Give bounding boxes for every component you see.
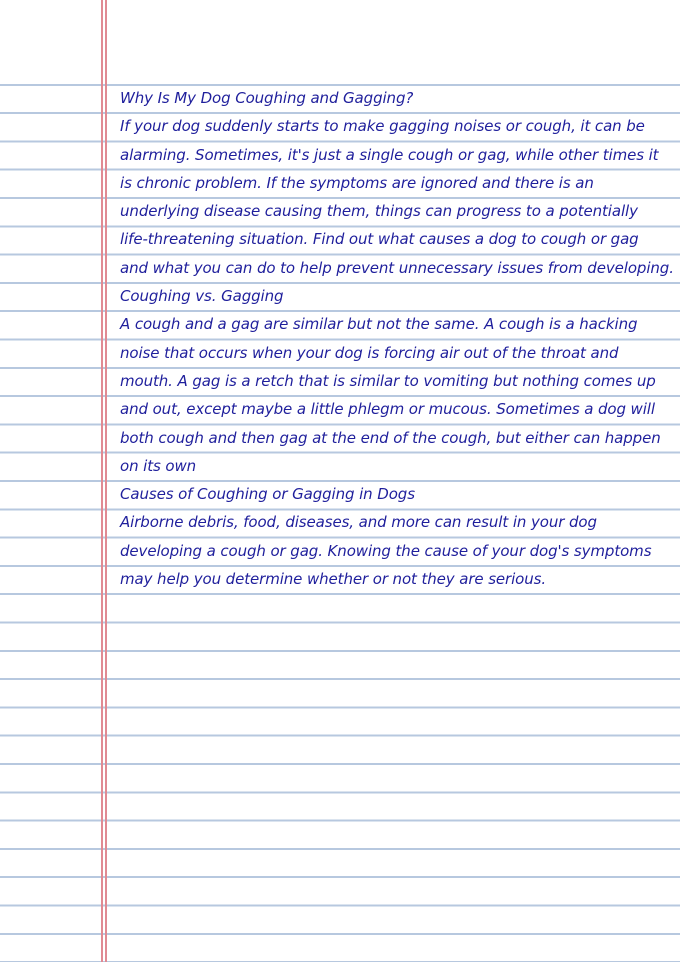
text-line: alarming. Sometimes, it's just a single cough or gag, while other times it <box>120 145 659 164</box>
text-line: life-threatening situation. Find out what causes a dog to cough or gag <box>120 230 639 249</box>
text-line: both cough and then gag at the end of the cough, but either can happen <box>120 428 661 447</box>
text-line: underlying disease causing them, things can progress to a potentially <box>120 202 638 221</box>
heading: Why Is My Dog Coughing and Gagging? <box>120 89 414 107</box>
text-line: mouth. A gag is a retch that is similar to vomiting but nothing comes up <box>120 371 656 390</box>
margin-line <box>105 0 107 962</box>
text-line: and out, except maybe a little phlegm or mucous. Sometimes a dog will <box>120 400 655 419</box>
text-line: Airborne debris, food, diseases, and more can result in your dog <box>120 513 597 532</box>
text-line: may help you determine whether or not they are serious. <box>120 570 547 589</box>
heading: Coughing vs. Gagging <box>120 287 284 306</box>
margin-line <box>101 0 103 962</box>
heading: Causes of Coughing or Gagging in Dogs <box>120 485 415 504</box>
text-line: If your dog suddenly starts to make gagging noises or cough, it can be <box>120 117 645 136</box>
text-line: is chronic problem. If the symptoms are ignored and there is an <box>120 173 594 192</box>
text-line: and what you can do to help prevent unnecessary issues from developing. <box>120 258 674 277</box>
handwritten-text <box>120 85 680 594</box>
text-line: A cough and a gag are similar but not the same. A cough is a hacking <box>120 315 638 334</box>
text-line: noise that occurs when your dog is forcing air out of the throat and <box>120 343 619 362</box>
text-line: developing a cough or gag. Knowing the cause of your dog's symptoms <box>120 541 652 560</box>
text-line: on its own <box>120 456 197 475</box>
